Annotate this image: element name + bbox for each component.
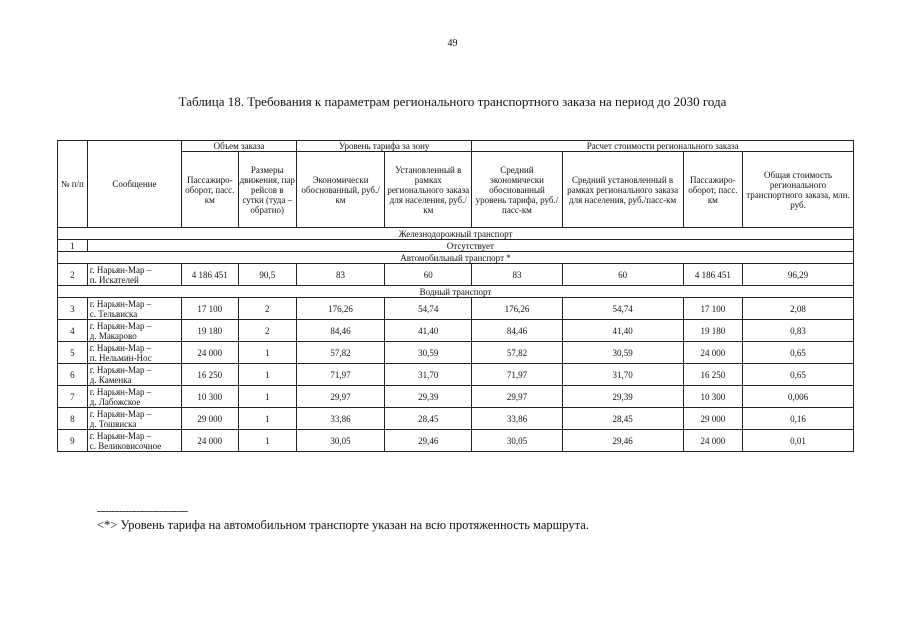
cell-total-cost: 0,83 [743,320,854,342]
cell-passenger-turnover-2: 10 300 [683,386,742,408]
cell-total-cost: 2,08 [743,298,854,320]
route-cell [87,430,181,452]
header-trip-size: Размеры движения, пар рейсов в сутки (туда – обратно) [238,152,296,228]
cell-passenger-turnover-2: 16 250 [683,364,742,386]
cell-passenger-turnover-2: 24 000 [683,342,742,364]
cell-passenger-turnover-2: 29 000 [683,408,742,430]
header-group-tariff: Уровень тарифа за зону [296,141,471,152]
route-line-1: г. Нарьян-Мар – [89,408,152,419]
header-passenger-turnover: Пассажиро-оборот, пасс. км [182,152,238,228]
row-num: 1 [58,240,88,252]
route-cell [87,342,181,364]
cell-trip-size: 1 [238,364,296,386]
cell-set-tariff: 31,70 [385,364,472,386]
cell-avg-set: 29,46 [562,430,683,452]
footnote: <*> Уровень тарифа на автомобильном транспорте указан на всю протяженность маршрута. [97,518,589,532]
route-cell [87,364,181,386]
cell-avg-economic: 29,97 [472,386,562,408]
page-number: 49 [447,38,458,49]
cell-set-tariff: 54,74 [385,298,472,320]
cell-economic-tariff: 30,05 [296,430,384,452]
table-row [58,298,854,320]
route-line-2: д. Тошвиска [89,418,137,429]
cell-economic-tariff: 83 [296,264,384,286]
cell-passenger-turnover-2: 17 100 [683,298,742,320]
table-row [58,408,854,430]
header-route: Сообщение [87,141,181,228]
route-line-2: п. Искателей [89,274,139,285]
route-line-2: п. Нельмин-Нос [89,352,152,363]
cell-avg-economic: 83 [472,264,562,286]
section-auto: Автомобильный транспорт * [58,252,854,264]
header-total-cost: Общая стоимость регионального транспортного заказа, млн. руб. [743,152,854,228]
row-num: 5 [58,342,88,364]
header-num: № п/п [58,141,88,228]
row-num: 7 [58,386,88,408]
cell-set-tariff: 28,45 [385,408,472,430]
route-cell [87,386,181,408]
cell-set-tariff: 29,39 [385,386,472,408]
table-title: Таблица 18. Требования к параметрам регионального транспортного заказа на период до 2030 года [178,94,727,109]
table-row [58,430,854,452]
table-row [58,364,854,386]
row-num: 4 [58,320,88,342]
cell-avg-economic: 30,05 [472,430,562,452]
cell-trip-size: 1 [238,342,296,364]
route-line-1: г. Нарьян-Мар – [89,320,152,331]
cell-avg-set: 30,59 [562,342,683,364]
cell-passenger-turnover: 24 000 [182,342,238,364]
route-line-2: д. Лабожское [89,396,141,407]
cell-avg-economic: 176,26 [472,298,562,320]
cell-avg-set: 28,45 [562,408,683,430]
table-row [58,320,854,342]
row-num: 6 [58,364,88,386]
cell-total-cost: 0,65 [743,342,854,364]
cell-total-cost: 0,006 [743,386,854,408]
transport-order-table [57,140,854,452]
cell-avg-set: 54,74 [562,298,683,320]
cell-set-tariff: 29,46 [385,430,472,452]
rail-absent: Отсутствует [87,240,853,252]
cell-economic-tariff: 57,82 [296,342,384,364]
cell-economic-tariff: 71,97 [296,364,384,386]
cell-total-cost: 96,29 [743,264,854,286]
route-cell [87,320,181,342]
cell-trip-size: 2 [238,320,296,342]
cell-avg-set: 41,40 [562,320,683,342]
cell-economic-tariff: 33,86 [296,408,384,430]
row-num: 8 [58,408,88,430]
route-line-1: г. Нарьян-Мар – [89,430,152,441]
cell-passenger-turnover: 29 000 [182,408,238,430]
section-rail: Железнодорожный транспорт [58,228,854,240]
cell-passenger-turnover: 19 180 [182,320,238,342]
cell-avg-set: 60 [562,264,683,286]
route-cell [87,264,181,286]
cell-trip-size: 1 [238,430,296,452]
header-economic-tariff: Экономически обоснованный, руб./км [296,152,384,228]
cell-passenger-turnover-2: 4 186 451 [683,264,742,286]
table-row [58,342,854,364]
table-row [58,386,854,408]
cell-trip-size: 1 [238,386,296,408]
cell-total-cost: 0,01 [743,430,854,452]
cell-economic-tariff: 176,26 [296,298,384,320]
route-line-2: д. Макарово [89,330,137,341]
row-num: 9 [58,430,88,452]
cell-trip-size: 1 [238,408,296,430]
route-line-1: г. Нарьян-Мар – [89,298,152,309]
route-line-1: г. Нарьян-Мар – [89,342,152,353]
cell-passenger-turnover-2: 19 180 [683,320,742,342]
cell-avg-economic: 33,86 [472,408,562,430]
header-group-cost: Расчет стоимости регионального заказа [472,141,854,152]
cell-total-cost: 0,16 [743,408,854,430]
route-line-2: с. Великовисочное [89,440,162,451]
cell-avg-set: 31,70 [562,364,683,386]
cell-passenger-turnover: 10 300 [182,386,238,408]
cell-passenger-turnover-2: 24 000 [683,430,742,452]
header-group-volume: Объем заказа [182,141,297,152]
table-row [58,264,854,286]
cell-set-tariff: 41,40 [385,320,472,342]
row-num: 2 [58,264,88,286]
route-line-1: г. Нарьян-Мар – [89,364,152,375]
header-avg-set: Средний установленный в рамках регионального заказа для населения, руб./пасс-км [562,152,683,228]
route-cell [87,408,181,430]
cell-passenger-turnover: 16 250 [182,364,238,386]
header-avg-economic: Средний экономически обоснованный уровень тарифа, руб./пасс-км [472,152,562,228]
route-cell [87,298,181,320]
cell-set-tariff: 30,59 [385,342,472,364]
route-line-1: г. Нарьян-Мар – [89,264,152,275]
header-passenger-turnover-2: Пассажиро-оборот, пасс. км [683,152,742,228]
route-line-1: г. Нарьян-Мар – [89,386,152,397]
footnote-separator: -------------------------------- [97,506,188,517]
cell-trip-size: 90,5 [238,264,296,286]
cell-passenger-turnover: 17 100 [182,298,238,320]
cell-passenger-turnover: 24 000 [182,430,238,452]
header-set-tariff: Установленный в рамках регионального заказа для населения, руб./км [385,152,472,228]
cell-avg-economic: 57,82 [472,342,562,364]
cell-economic-tariff: 84,46 [296,320,384,342]
cell-total-cost: 0,65 [743,364,854,386]
row-num: 3 [58,298,88,320]
cell-set-tariff: 60 [385,264,472,286]
cell-trip-size: 2 [238,298,296,320]
section-water: Водный транспорт [58,286,854,298]
cell-economic-tariff: 29,97 [296,386,384,408]
cell-avg-set: 29,39 [562,386,683,408]
cell-passenger-turnover: 4 186 451 [182,264,238,286]
cell-avg-economic: 71,97 [472,364,562,386]
route-line-2: с. Тельвиска [89,308,138,319]
cell-avg-economic: 84,46 [472,320,562,342]
route-line-2: д. Каменка [89,374,132,385]
